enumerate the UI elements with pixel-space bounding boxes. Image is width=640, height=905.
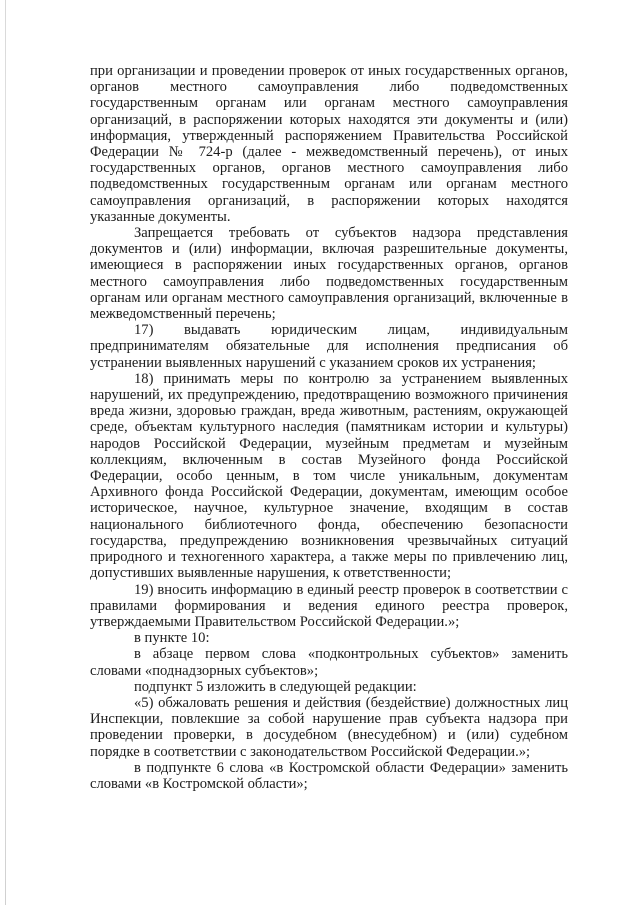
paragraph-point-10: в пункте 10: xyxy=(134,630,210,647)
paragraph-subitem-5: «5) обжаловать решения и действия (бездействие) должностных лиц Инспекции, повлекшие за собой нарушение прав субъекта надзора при проведении проверки, в досудебном (внесудебном) и (или) судебном порядке в соответствии с законодательством Российской Федерации.»; xyxy=(90,694,568,760)
paragraph-prohibition: Запрещается требовать от субъектов надзора представления документов и (или) информации, включая разрешительные документы, имеющиеся в распоряжении иных государственных органов, органов местного самоуправления либо подведомственных государственным органам или органам местного самоуправления организаций, включенные в межведомственный перечень; xyxy=(90,225,568,323)
paragraph-item-19: 19) вносить информацию в единый реестр проверок в соответствии с правилами формирования и ведения единого реестра проверок, утверждаемыми Правительством Российской Федерации.»; xyxy=(90,581,568,630)
paragraph-item-18: 18) принимать меры по контролю за устранением выявленных нарушений, их предупреждению, предотвращению возможного причинения вреда жизни, здоровью граждан, вреда животным, растениям, окружающей среде, объектам культурного наследия (памятникам истории и культуры) народов Российской Федерации, музейным предметам и музейным коллекциям, включенным в состав Музейного фонда Российской Федерации, особо ценным, в том числе уникальным, документам Архивного фонда Российской Федерации, документам, имеющим особое историческое, научное, культурное значение, входящим в состав национального библиотечного фонда, обеспечению безопасности государства, предупреждению возникновения чрезвычайных ситуаций природного и техногенного характера, а также меры по привлечению лиц, допустивших выявленные нарушения, к ответственности; xyxy=(90,370,568,582)
document-body xyxy=(90,63,568,792)
scan-edge-line xyxy=(5,0,6,905)
paragraph-continuation: при организации и проведении проверок от иных государственных органов, органов местного самоуправления либо подведомственных государственным органам или органам местного самоуправления организаций, в распоряжении которых находятся эти документы и (или) информация, утвержденный распоряжением Правительства Российской Федерации № 724-р (далее - межведомственный перечень), от иных государственных органов, органов местного самоуправления либо подведомственных государственным органам или органам местного самоуправления организаций, в распоряжении которых находятся указанные документы. xyxy=(90,63,568,225)
paragraph-subitem-5-intro: подпункт 5 изложить в следующей редакции: xyxy=(134,678,417,695)
paragraph-item-17: 17) выдавать юридическим лицам, индивидуальным предпринимателям обязательные для исполнения предписания об устранении выявленных нарушений с указанием сроков их устранения; xyxy=(90,322,568,371)
paragraph-subitem-6: в подпункте 6 слова «в Костромской области Федерации» заменить словами «в Костромской области»; xyxy=(90,759,568,792)
paragraph-point-10-first-para: в абзаце первом слова «подконтрольных субъектов» заменить словами «поднадзорных субъектов»; xyxy=(90,646,568,679)
